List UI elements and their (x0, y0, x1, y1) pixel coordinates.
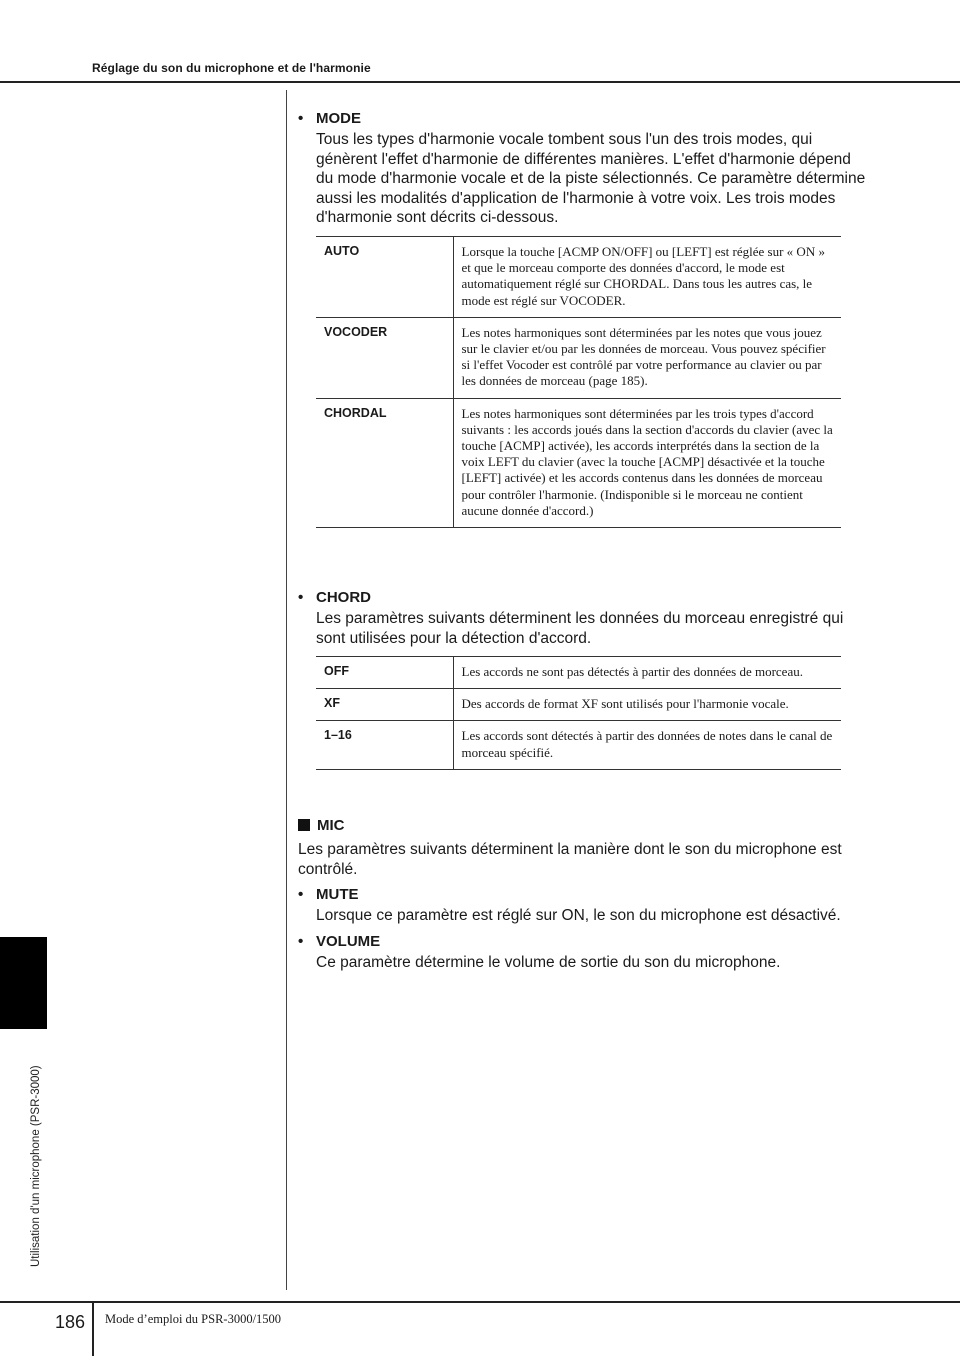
mute-title: MUTE (316, 886, 359, 903)
chord-table (316, 656, 841, 770)
bullet: • (298, 110, 304, 127)
mic-title: MIC (317, 817, 345, 834)
footer-rule (0, 1301, 960, 1303)
table-key: 1–16 (316, 721, 453, 769)
table-key: CHORDAL (316, 398, 453, 527)
mode-title: MODE (316, 110, 361, 127)
mic-heading (298, 817, 345, 834)
table-row (316, 689, 841, 721)
table-key: AUTO (316, 237, 453, 318)
bullet: • (298, 933, 304, 950)
table-value: Les accords ne sont pas détectés à partir des données de morceau. (461, 664, 803, 679)
page-number: 186 (55, 1312, 86, 1332)
table-value: Lorsque la touche [ACMP ON/OFF] ou [LEFT] est réglée sur « ON » et que le morceau comporte des données d'accord, le mode est automatiquement réglé sur CHORDAL. Dans tous les autres cas, le mode est réglé sur VOCODER. (461, 244, 825, 308)
table-key: VOCODER (316, 317, 453, 398)
table-value: Les accords sont détectés à partir des données de notes dans le canal de morceau spécifié. (461, 728, 833, 760)
chapter-label: Utilisation d'un microphone (PSR-3000) (30, 1065, 42, 1267)
volume-description: Ce paramètre détermine le volume de sortie du son du microphone. (316, 954, 781, 971)
square-bullet-icon (298, 819, 310, 831)
table-row (316, 657, 841, 689)
table-row (316, 398, 841, 527)
table-key: OFF (316, 657, 453, 689)
chapter-tab (0, 937, 47, 1029)
mute-heading (298, 886, 359, 903)
table-value: Les notes harmoniques sont déterminées par les notes que vous jouez sur le clavier et/ou par les données de morceau. Vous pouvez spécifier si l'effet Vocoder est contrôlé par votre performance au clavier ou par les données de morceau (page 185). (461, 324, 826, 389)
mode-heading (298, 110, 361, 127)
volume-heading (298, 933, 380, 950)
table-value: Les notes harmoniques sont déterminées par les trois types d'accord suivants : les accords joués dans la section d'accords du clavier (avec la touche [ACMP] activée), les accords interprétés dans la section de la voix LEFT du clavier (avec la touche [ACMP] désactivée et la touche [LEFT] activée) et les accords contenus dans les données de morceau pour contrôler l'harmonie. (Indisponible si le morceau ne contient aucune donnée d'accord.) (461, 405, 833, 518)
table-key: XF (316, 689, 453, 721)
table-row (316, 721, 841, 769)
table-row (316, 317, 841, 398)
footer-divider (92, 1301, 94, 1356)
margin-divider (286, 90, 287, 1290)
bullet: • (298, 589, 304, 606)
mode-description: Tous les types d'harmonie vocale tombent sous l'un des trois modes, qui génèrent l'effet d'harmonie de différentes manières. L'effet d'harmonie dépend du mode d'harmonie vocale et de la piste sélectionnés. Ce paramètre détermine aussi les modalités d'application de l'harmonie à votre voix. Les trois modes d'harmonie sont décrits ci-dessous. (316, 131, 866, 226)
table-row (316, 237, 841, 318)
page-header-title: Réglage du son du microphone et de l'harmonie (92, 61, 371, 75)
volume-title: VOLUME (316, 933, 381, 950)
table-value: Des accords de format XF sont utilisés pour l'harmonie vocale. (461, 696, 789, 712)
manual-title: Mode d’emploi du PSR-3000/1500 (105, 1312, 282, 1326)
mute-description: Lorsque ce paramètre est réglé sur ON, le son du microphone est désactivé. (316, 907, 841, 924)
header-rule (0, 81, 960, 83)
mic-description: Les paramètres suivants déterminent la manière dont le son du microphone est contrôlé. (298, 841, 842, 878)
chord-heading (298, 589, 371, 606)
chord-description: Les paramètres suivants déterminent les données du morceau enregistré qui sont utilisées pour la détection d'accord. (316, 610, 844, 647)
mode-table (316, 236, 841, 528)
bullet: • (298, 886, 304, 903)
chord-title: CHORD (316, 589, 371, 606)
